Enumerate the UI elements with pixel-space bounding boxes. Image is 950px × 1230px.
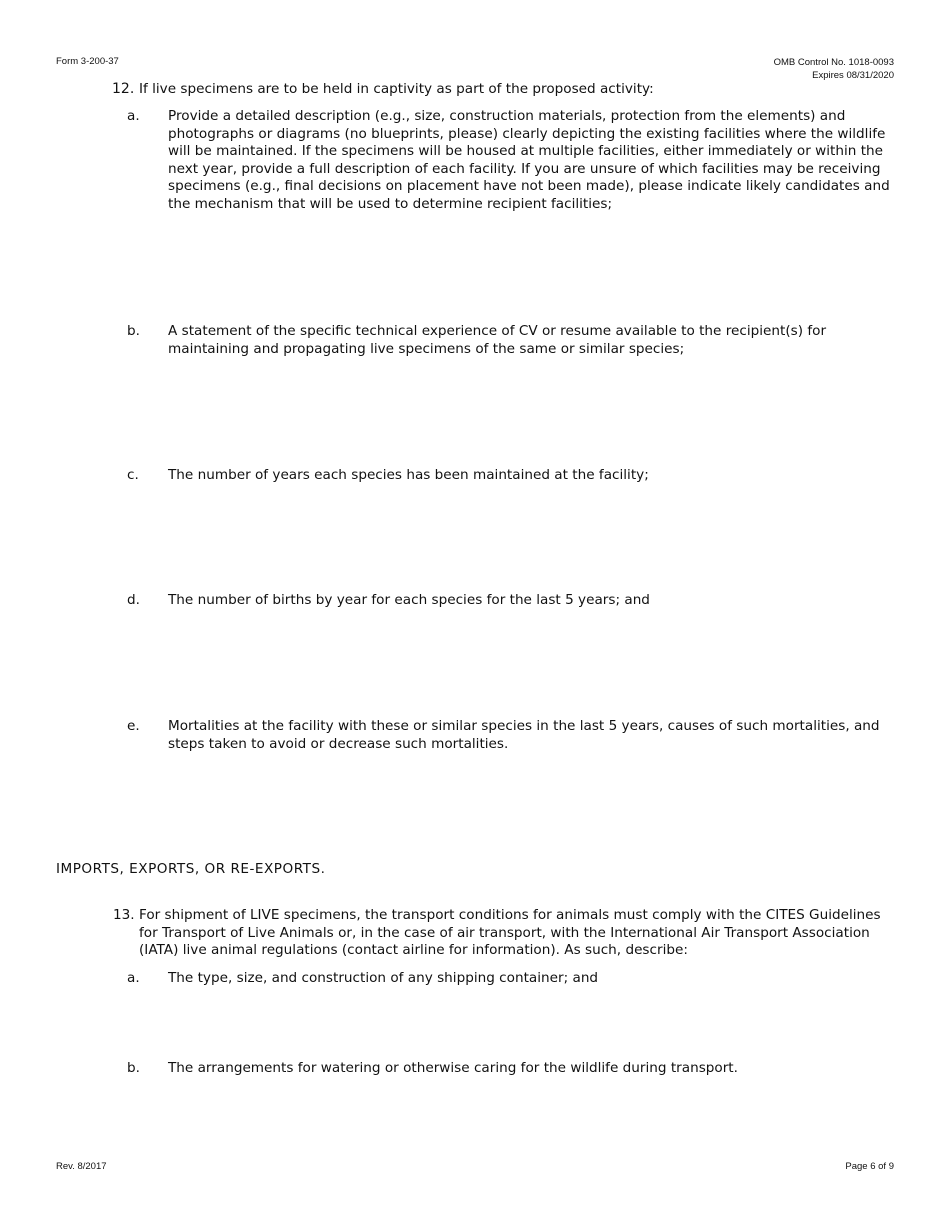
form-number: Form 3-200-37 (56, 56, 119, 67)
omb-block (774, 56, 894, 82)
question-12e-letter: e. (127, 718, 140, 734)
question-12d-letter: d. (127, 592, 140, 608)
revision-date: Rev. 8/2017 (56, 1161, 107, 1172)
question-12d-text: The number of births by year for each species for the last 5 years; and (168, 592, 650, 608)
question-13-text: For shipment of LIVE specimens, the transport conditions for animals must comply with the CITES Guidelines for Transport of Live Animals or, in the case of air transport, with the International Air Transport Association (IATA) live animal regulations (contact airline for information). As such, describe: (139, 907, 881, 958)
expiration-date: Expires 08/31/2020 (812, 70, 894, 81)
question-12-text: If live specimens are to be held in captivity as part of the proposed activity: (139, 81, 654, 97)
question-12b-text: A statement of the specific technical experience of CV or resume available to the recipient(s) for maintaining and propagating live specimens of the same or similar species; (168, 323, 827, 357)
section-heading: IMPORTS, EXPORTS, OR RE-EXPORTS. (56, 861, 326, 877)
question-13a-text: The type, size, and construction of any shipping container; and (168, 970, 599, 986)
question-12c-text: The number of years each species has been maintained at the facility; (168, 467, 649, 483)
question-12c-letter: c. (127, 467, 139, 483)
question-12a-text: Provide a detailed description (e.g., size, construction materials, protection from the elements) and photographs or diagrams (no blueprints, please) clearly depicting the existing facilities where the wildlife will be maintained. If the specimens will be housed at multiple facilities, either immediately or within the next year, provide a full description of each facility. If you are unsure of which facilities may be receiving specimens (e.g., final decisions on placement have not been made), please indicate likely candidates and the mechanism that will be used to determine recipient facilities; (168, 108, 890, 212)
question-13a-letter: a. (127, 970, 140, 986)
omb-control-number: OMB Control No. 1018-0093 (773, 57, 894, 68)
question-12-number: 12. (112, 81, 135, 97)
question-13b-letter: b. (127, 1060, 140, 1076)
question-12b-letter: b. (127, 323, 140, 339)
question-13-number: 13. (113, 907, 135, 923)
question-12a-letter: a. (127, 108, 140, 124)
question-13b-text: The arrangements for watering or otherwise caring for the wildlife during transport. (168, 1060, 738, 1076)
question-12e-text: Mortalities at the facility with these or similar species in the last 5 years, causes of such mortalities, and steps taken to avoid or decrease such mortalities. (168, 718, 880, 752)
page-number: Page 6 of 9 (845, 1161, 894, 1172)
